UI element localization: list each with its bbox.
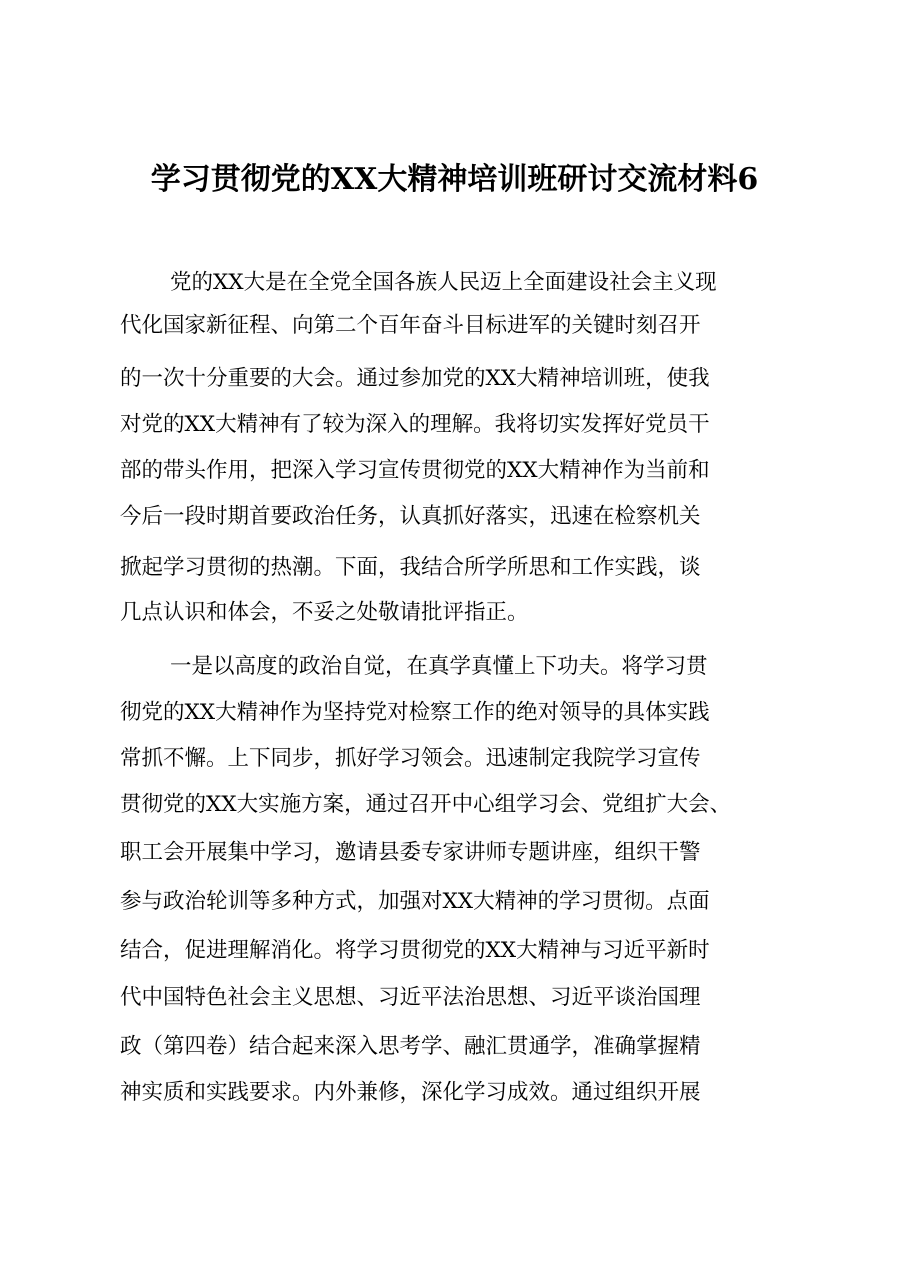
paragraph-2-line-6: 参与政治轮训等多种方式，加强对XX大精神的学习贯彻。点面 xyxy=(120,889,710,914)
paragraph-1-line-4: 对党的XX大精神有了较为深入的理解。我将切实发挥好党员干 xyxy=(120,412,710,437)
paragraph-2-line-3: 常抓不懈。上下同步，抓好学习领会。迅速制定我院学习宣传 xyxy=(120,746,701,771)
paragraph-2-line-8: 代中国特色社会主义思想、习近平法治思想、习近平谈治国理 xyxy=(120,985,701,1010)
paragraph-2-line-2: 彻党的XX大精神作为坚持党对检察工作的绝对领导的具体实践 xyxy=(120,700,710,725)
paragraph-2-line-9: 政（第四卷）结合起来深入思考学、融汇贯通学，准确掌握精 xyxy=(120,1034,701,1059)
paragraph-1-line-6: 今后一段时期首要政治任务，认真抓好落实，迅速在检察机关 xyxy=(120,504,701,529)
paragraph-1-line-3: 的一次十分重要的大会。通过参加党的XX大精神培训班，使我 xyxy=(120,366,710,391)
paragraph-1-line-7: 掀起学习贯彻的热潮。下面，我结合所学所思和工作实践，谈 xyxy=(120,555,701,580)
paragraph-1-line-8: 几点认识和体会，不妥之处敬请批评指正。 xyxy=(120,600,529,625)
paragraph-2-line-4: 贯彻党的XX大实施方案，通过召开中心组学习会、党组扩大会、 xyxy=(120,792,732,817)
paragraph-2-line-10: 神实质和实践要求。内外兼修，深化学习成效。通过组织开展 xyxy=(120,1080,701,1105)
paragraph-1-line-5: 部的带头作用，把深入学习宣传贯彻党的XX大精神作为当前和 xyxy=(120,458,710,483)
paragraph-1-line-1: 党的XX大是在全党全国各族人民迈上全面建设社会主义现 xyxy=(170,270,717,295)
paragraph-2-line-7: 结合，促进理解消化。将学习贯彻党的XX大精神与习近平新时 xyxy=(120,938,710,963)
document-title: 学习贯彻党的XX大精神培训班研讨交流材料6 xyxy=(150,162,759,197)
paragraph-2-line-5: 职工会开展集中学习，邀请县委专家讲师专题讲座，组织干警 xyxy=(120,840,701,865)
paragraph-1-line-2: 代化国家新征程、向第二个百年奋斗目标进军的关键时刻召开 xyxy=(120,313,701,338)
paragraph-2-line-1: 一是以高度的政治自觉，在真学真懂上下功夫。将学习贯 xyxy=(170,654,708,679)
